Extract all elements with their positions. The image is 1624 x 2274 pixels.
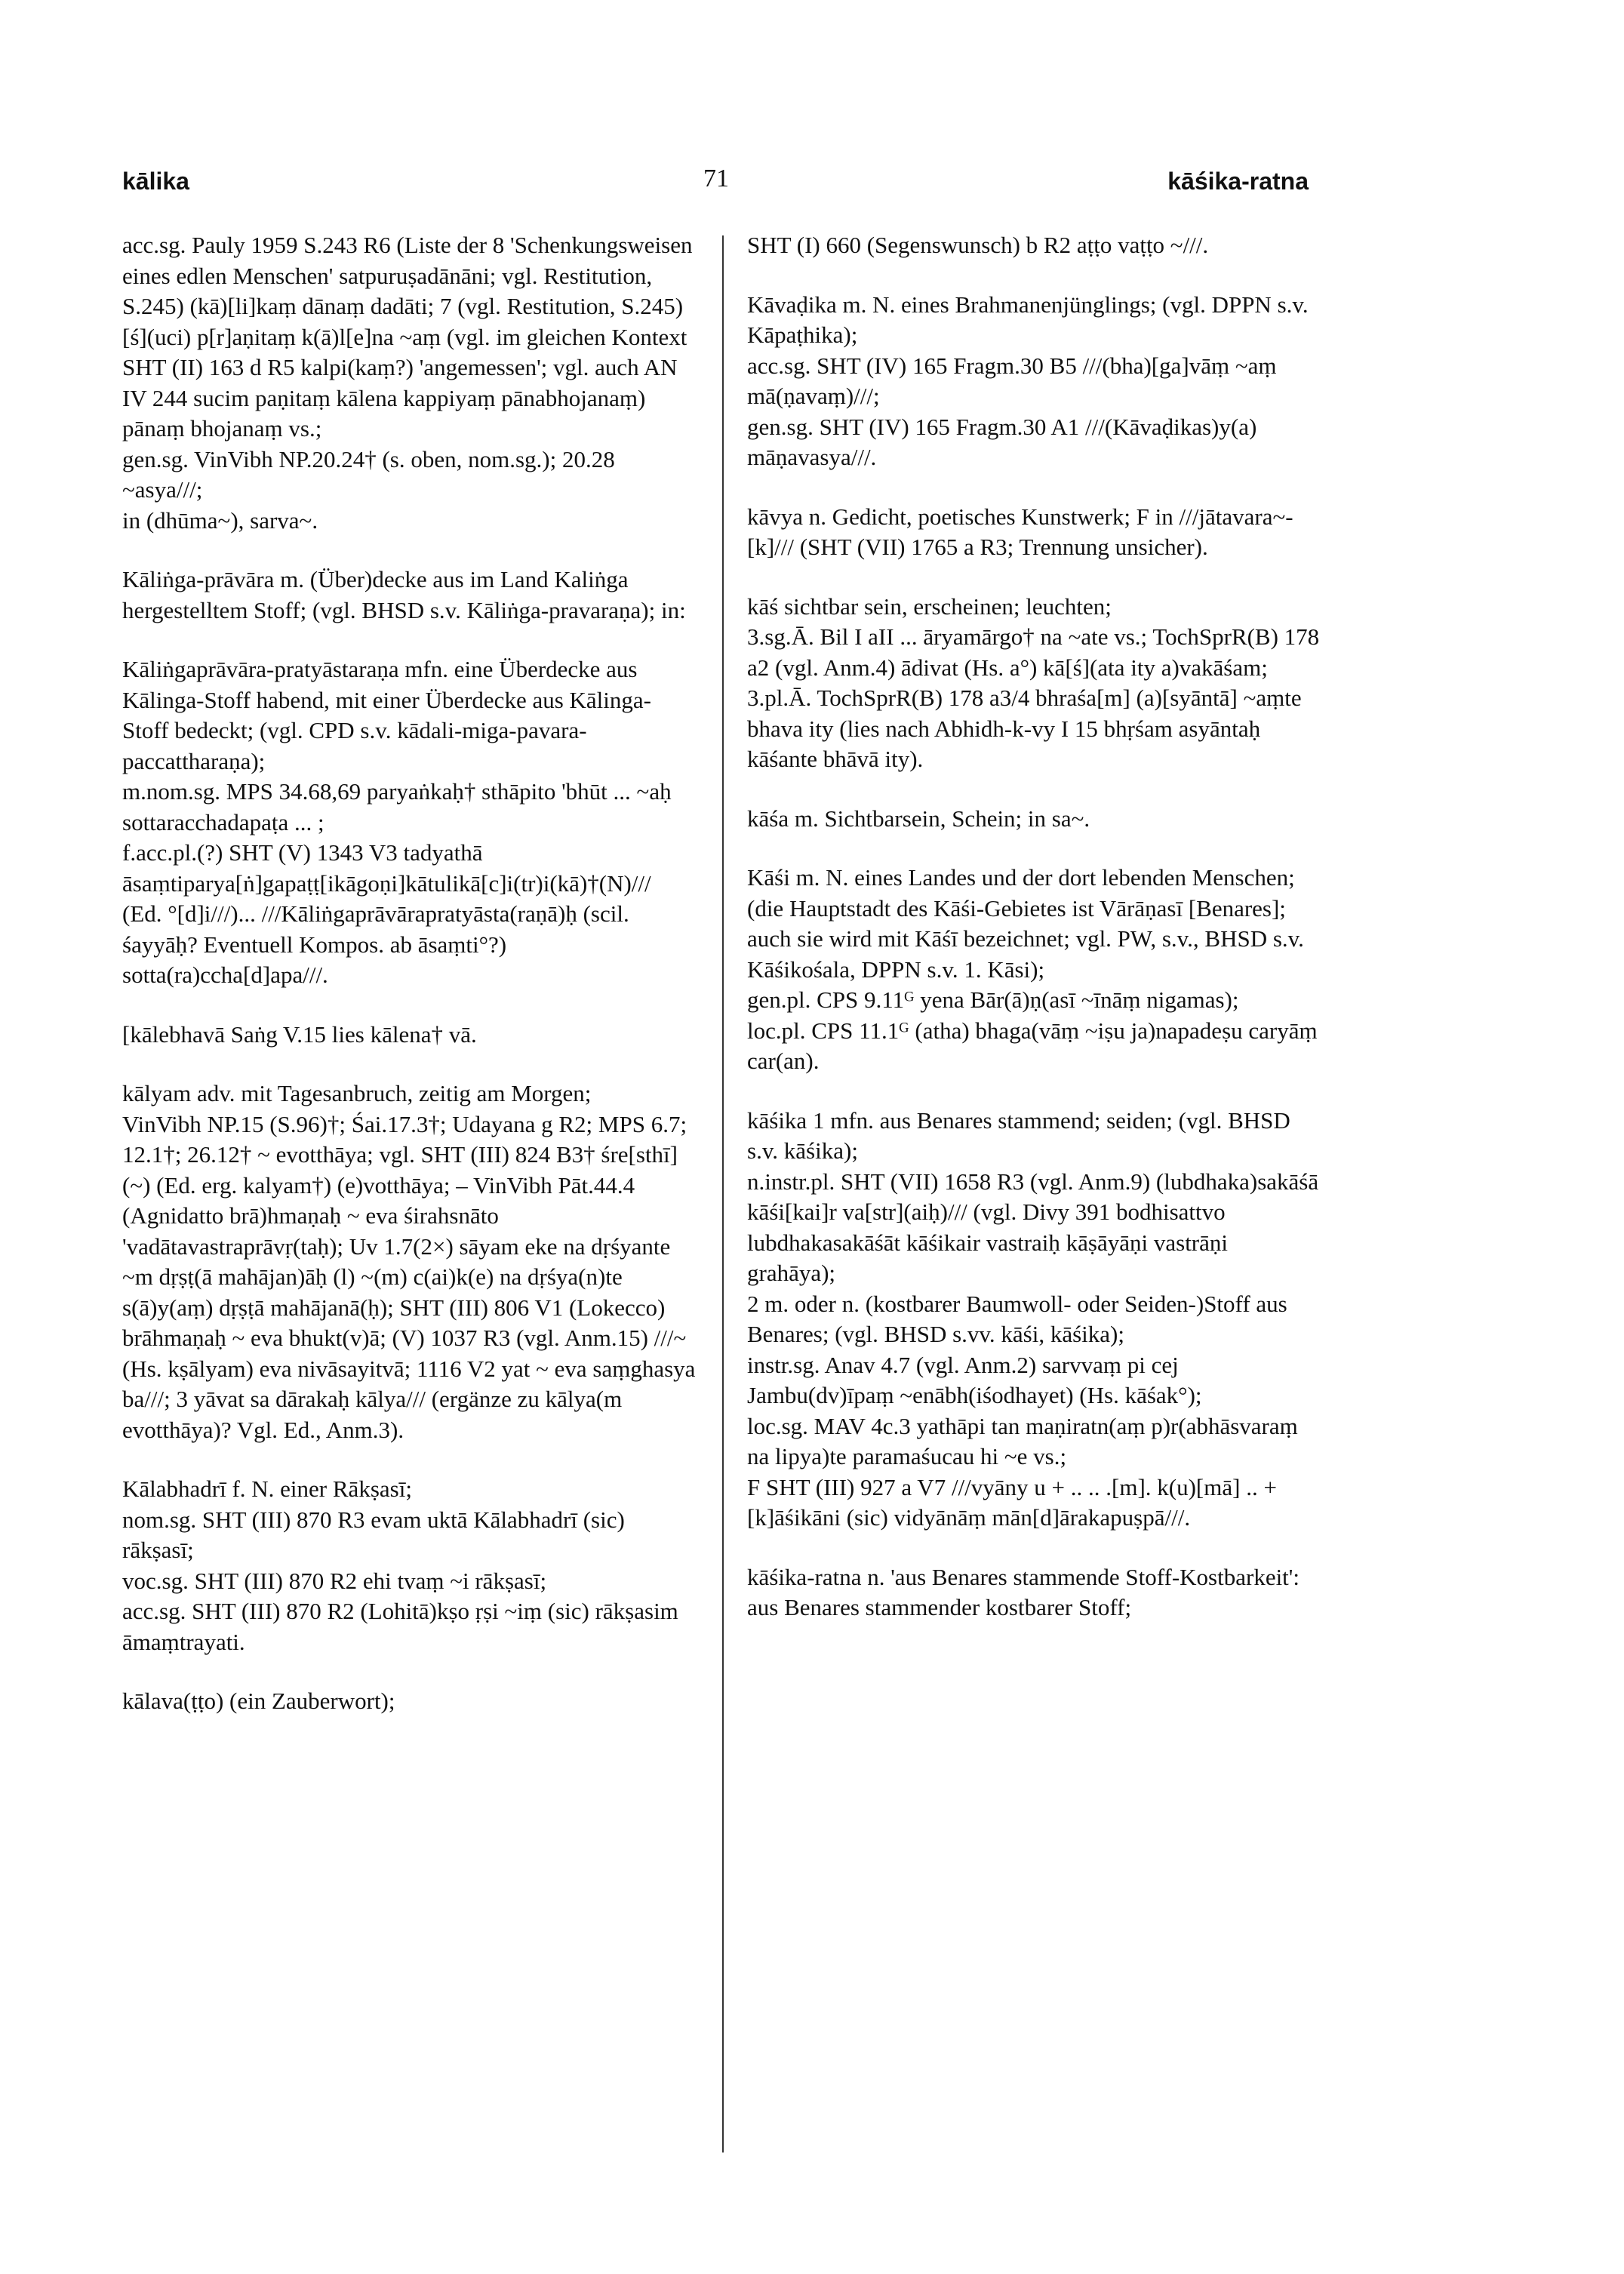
paragraph: m.nom.sg. MPS 34.68,69 paryaṅkaḥ† sthāpito 'bhūt ... ~aḥ sottaracchadapaṭa ... ; [122,778,672,835]
paragraph: 2 m. oder n. (kostbarer Baumwoll- oder Seiden-)Stoff aus Benares; (vgl. BHSD s.vv. kāśi, kāśika); [747,1290,1287,1347]
paragraph: gen.sg. SHT (IV) 165 Fragm.30 A1 ///(Kāvaḍikas)y(a) māṇavasya///. [747,413,1257,470]
entry-paragraph: kāśika 1 mfn. aus Benares stammend; seiden; (vgl. BHSD s.v. kāśika); [747,1106,1290,1164]
entry-paragraph: [kālebhavā Saṅg V.15 lies kālena† vā. [122,1020,477,1048]
paragraph: loc.pl. CPS 11.1ᴳ (atha) bhaga(vāṃ ~iṣu ja)napadeṣu caryāṃ car(an). [747,1017,1318,1074]
right-column [747,230,1321,1623]
entry-paragraph: Kāśi m. N. eines Landes und der dort lebenden Menschen; (die Hauptstadt des Kāśi-Gebietes ist Vārāṇasī [Benares]; auch sie wird mit Kāśī bezeichnet; vgl. PW, s.v., BHSD s.v. Kāśikośala, DPPN s.v. 1. Kāsi); [747,864,1304,983]
entry-paragraph: kāś sichtbar sein, erscheinen; leuchten; [747,592,1112,620]
entry-paragraph: Kāliṅgaprāvāra-pratyāstaraṇa mfn. eine Überdecke aus Kālinga-Stoff habend, mit einer Überdecke aus Kālinga-Stoff bedeckt; (vgl. CPD s.v. kādali-miga-pavara-paccattharaṇa); [122,656,651,774]
paragraph: gen.sg. VinVibh NP.20.24† (s. oben, nom.sg.); 20.28 ~asya///; [122,445,615,503]
paragraph: VinVibh NP.15 (S.96)†; Śai.17.3†; Udayana g R2; MPS 6.7; 12.1†; 26.12† ~ evotthāya; vgl. SHT (III) 824 B3† śre[sthī] (~) (Ed. erg. kalyam†) (e)votthāya; – VinVibh Pāt.44.4 (Agnidatto brā)hmaṇaḥ ~ eva śirahsnāto 'vadātavastraprāvṛ(taḥ); Uv 1.7(2×) sāyam eke na dṛśyante ~m dṛṣṭ(ā mahājan)āḥ (l) ~(m) c(ai)k(e) na dṛśya(n)te s(ā)y(aṃ) dṛṣṭā mahājanā(ḥ); SHT (III) 806 V1 (Lokecco) brāhmaṇaḥ ~ eva bhukt(v)ā; (V) 1037 R3 (vgl. Anm.15) ///~ (Hs. kṣālyam) eva nivāsayitvā; 1116 V2 yat ~ eva saṃghasya ba///; 3 yāvat sa dārakaḥ kālya/// (ergänze zu kālya(m evotthāya)? Vgl. Ed., Anm.3). [122,1110,696,1443]
paragraph: acc.sg. SHT (IV) 165 Fragm.30 B5 ///(bha)[ga]vāṃ ~aṃ mā(ṇavaṃ)///; [747,352,1277,409]
paragraph: gen.pl. CPS 9.11ᴳ yena Bār(ā)ṇ(asī ~īnāṃ nigamas); [747,986,1239,1013]
paragraph: acc.sg. Pauly 1959 S.243 R6 (Liste der 8 'Schenkungsweisen eines edlen Menschen' satpuruṣadānāni; vgl. Restitution, S.245) (kā)[li]kaṃ dānaṃ dadāti; 7 (vgl. Restitution, S.245) [ś](uci) p[r]aṇitaṃ k(ā)l[e]na ~aṃ (vgl. im gleichen Kontext SHT (II) 163 d R5 kalpi(kaṃ?) 'angemessen'; vgl. auch AN IV 244 sucim paṇitaṃ kālena kappiyaṃ pānabhojanaṃ) pānaṃ bhojanaṃ vs.; [122,232,693,442]
paragraph: f.acc.pl.(?) SHT (V) 1343 V3 tadyathā āsaṃtiparya[ṅ]gapaṭṭ[ikāgoṇi]kātulikā[c]i(tr)i(kā)†(N)/// (Ed. °[d]i///)... ///Kāliṅgaprāvārapratyāsta(raṇā)ḥ (scil. śayyāḥ? Eventuell Kompos. ab āsaṃti°?) sotta(ra)ccha[d]apa///. [122,839,651,988]
page-number: 71 [703,165,729,192]
paragraph: n.instr.pl. SHT (VII) 1658 R3 (vgl. Anm.9) (lubdhaka)sakāśā kāśi[kai]r va[str](aiḥ)/// (vgl. Divy 391 bodhisattvo lubdhakasakāśāt kāśikair vastraiḥ kāṣāyāṇi vastrāṇi grahāya); [747,1168,1319,1286]
paragraph: in (dhūma~), sarva~. [122,506,318,534]
paragraph: instr.sg. Anav 4.7 (vgl. Anm.2) sarvvaṃ pi cej Jambu(dv)īpaṃ ~enābh(iśodhayet) (Hs. kāśak°); [747,1351,1202,1408]
paragraph: voc.sg. SHT (III) 870 R2 ehi tvaṃ ~i rākṣasī; [122,1567,547,1594]
entry-paragraph: kāśa m. Sichtbarsein, Schein; in sa~. [747,805,1090,832]
entry-paragraph: kālyam adv. mit Tagesanbruch, zeitig am Morgen; [122,1080,592,1106]
entry-paragraph: kālava(ṭṭo) (ein Zauberwort); [122,1688,395,1714]
entry-paragraph: Kāliṅga-prāvāra m. (Über)decke aus im Land Kaliṅga hergestelltem Stoff; (vgl. BHSD s.v. Kāliṅga-pravaraṇa); in: [122,566,686,623]
left-column [122,230,696,1717]
paragraph: acc.sg. SHT (III) 870 R2 (Lohitā)kṣo ṛṣi ~iṃ (sic) rākṣasim āmaṃtrayati. [122,1598,678,1655]
paragraph: loc.sg. MAV 4c.3 yathāpi tan maṇiratn(aṃ p)r(abhāsvaraṃ na lipya)te paramaśucau hi ~e vs.; [747,1412,1298,1469]
entry-paragraph: Kālabhadrī f. N. einer Rākṣasī; [122,1475,412,1502]
column-divider [722,235,724,2152]
paragraph: nom.sg. SHT (III) 870 R3 evam uktā Kālabhadrī (sic) rākṣasī; [122,1506,625,1563]
entry-paragraph: kāvya n. Gedicht, poetisches Kunstwerk; F in ///jātavara~-[k]/// (SHT (VII) 1765 a R3; Trennung unsicher). [747,503,1293,560]
paragraph: F SHT (III) 927 a V7 ///vyāny u + .. .. .[m]. k(u)[mā] .. + [k]āśikāni (sic) vidyānāṃ mān[d]ārakapuṣpā///. [747,1473,1277,1531]
running-head-left: kālika [122,168,189,195]
entry-paragraph: Kāvaḍika m. N. eines Brahmanenjünglings; (vgl. DPPN s.v. Kāpaṭhika); [747,291,1309,348]
paragraph: 3.pl.Ā. TochSprR(B) 178 a3/4 bhraśa[m] (a)[syāntā] ~aṃte bhava ity (lies nach Abhidh-k-vy I 15 bhṛśam asyāntaḥ kāśante bhāvā ity). [747,685,1302,772]
paragraph: 3.sg.Ā. Bil I aII ... āryamārgo† na ~ate vs.; TochSprR(B) 178 a2 (vgl. Anm.4) ādivat (Hs. a°) kā[ś](ata ity a)vakāśam; [747,623,1320,681]
running-head-right: kāśika-ratna [1167,168,1309,195]
paragraph: SHT (I) 660 (Segenswunsch) b R2 aṭṭo vaṭṭo ~///. [747,232,1209,258]
entry-paragraph: kāśika-ratna n. 'aus Benares stammende Stoff-Kostbarkeit': aus Benares stammender kostbarer Stoff; [747,1563,1300,1620]
